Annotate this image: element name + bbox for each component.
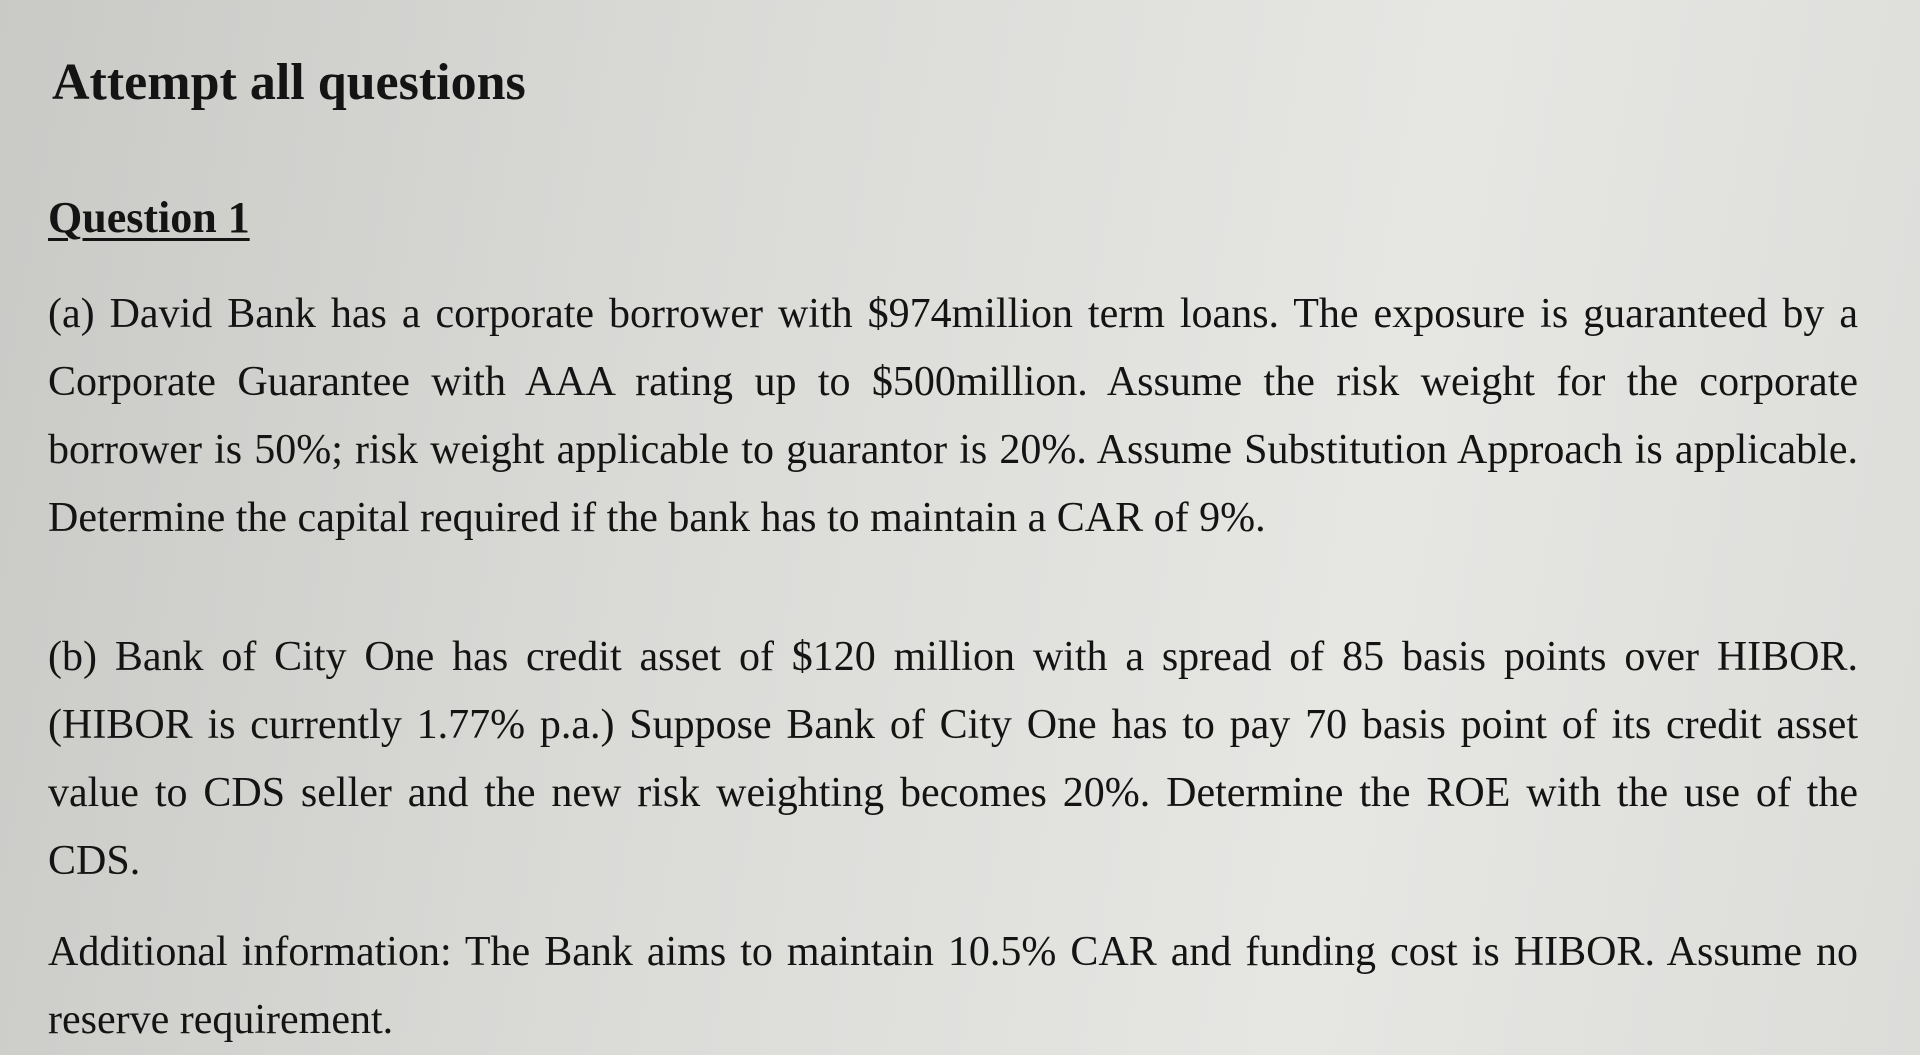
document-page xyxy=(48,40,1858,1043)
page-heading: Attempt all questions xyxy=(52,54,526,111)
question-part-b: (b) Bank of City One has credit asset of $120 million with a spread of 85 basis points over HIBOR. (HIBOR is currently 1.77% p.a.) Suppose Bank of City One has to pay 70 basis point of its credit asset value to CDS seller and the new risk weighting becomes 20%. Determine the ROE with the use of the CDS. xyxy=(48,634,1858,884)
question-part-a: (a) David Bank has a corporate borrower with $974million term loans. The exposure is guaranteed by a Corporate Guarantee with AAA rating up to $500million. Assume the risk weight for the corporate borrower is 50%; risk weight applicable to guarantor is 20%. Assume Substitution Approach is applicable. Determine the capital required if the bank has to maintain a CAR of 9%. xyxy=(48,291,1858,541)
additional-information: Additional information: The Bank aims to maintain 10.5% CAR and funding cost is HIBOR. Assume no reserve requirement. xyxy=(48,929,1858,1043)
question-title: Question 1 xyxy=(48,193,250,242)
